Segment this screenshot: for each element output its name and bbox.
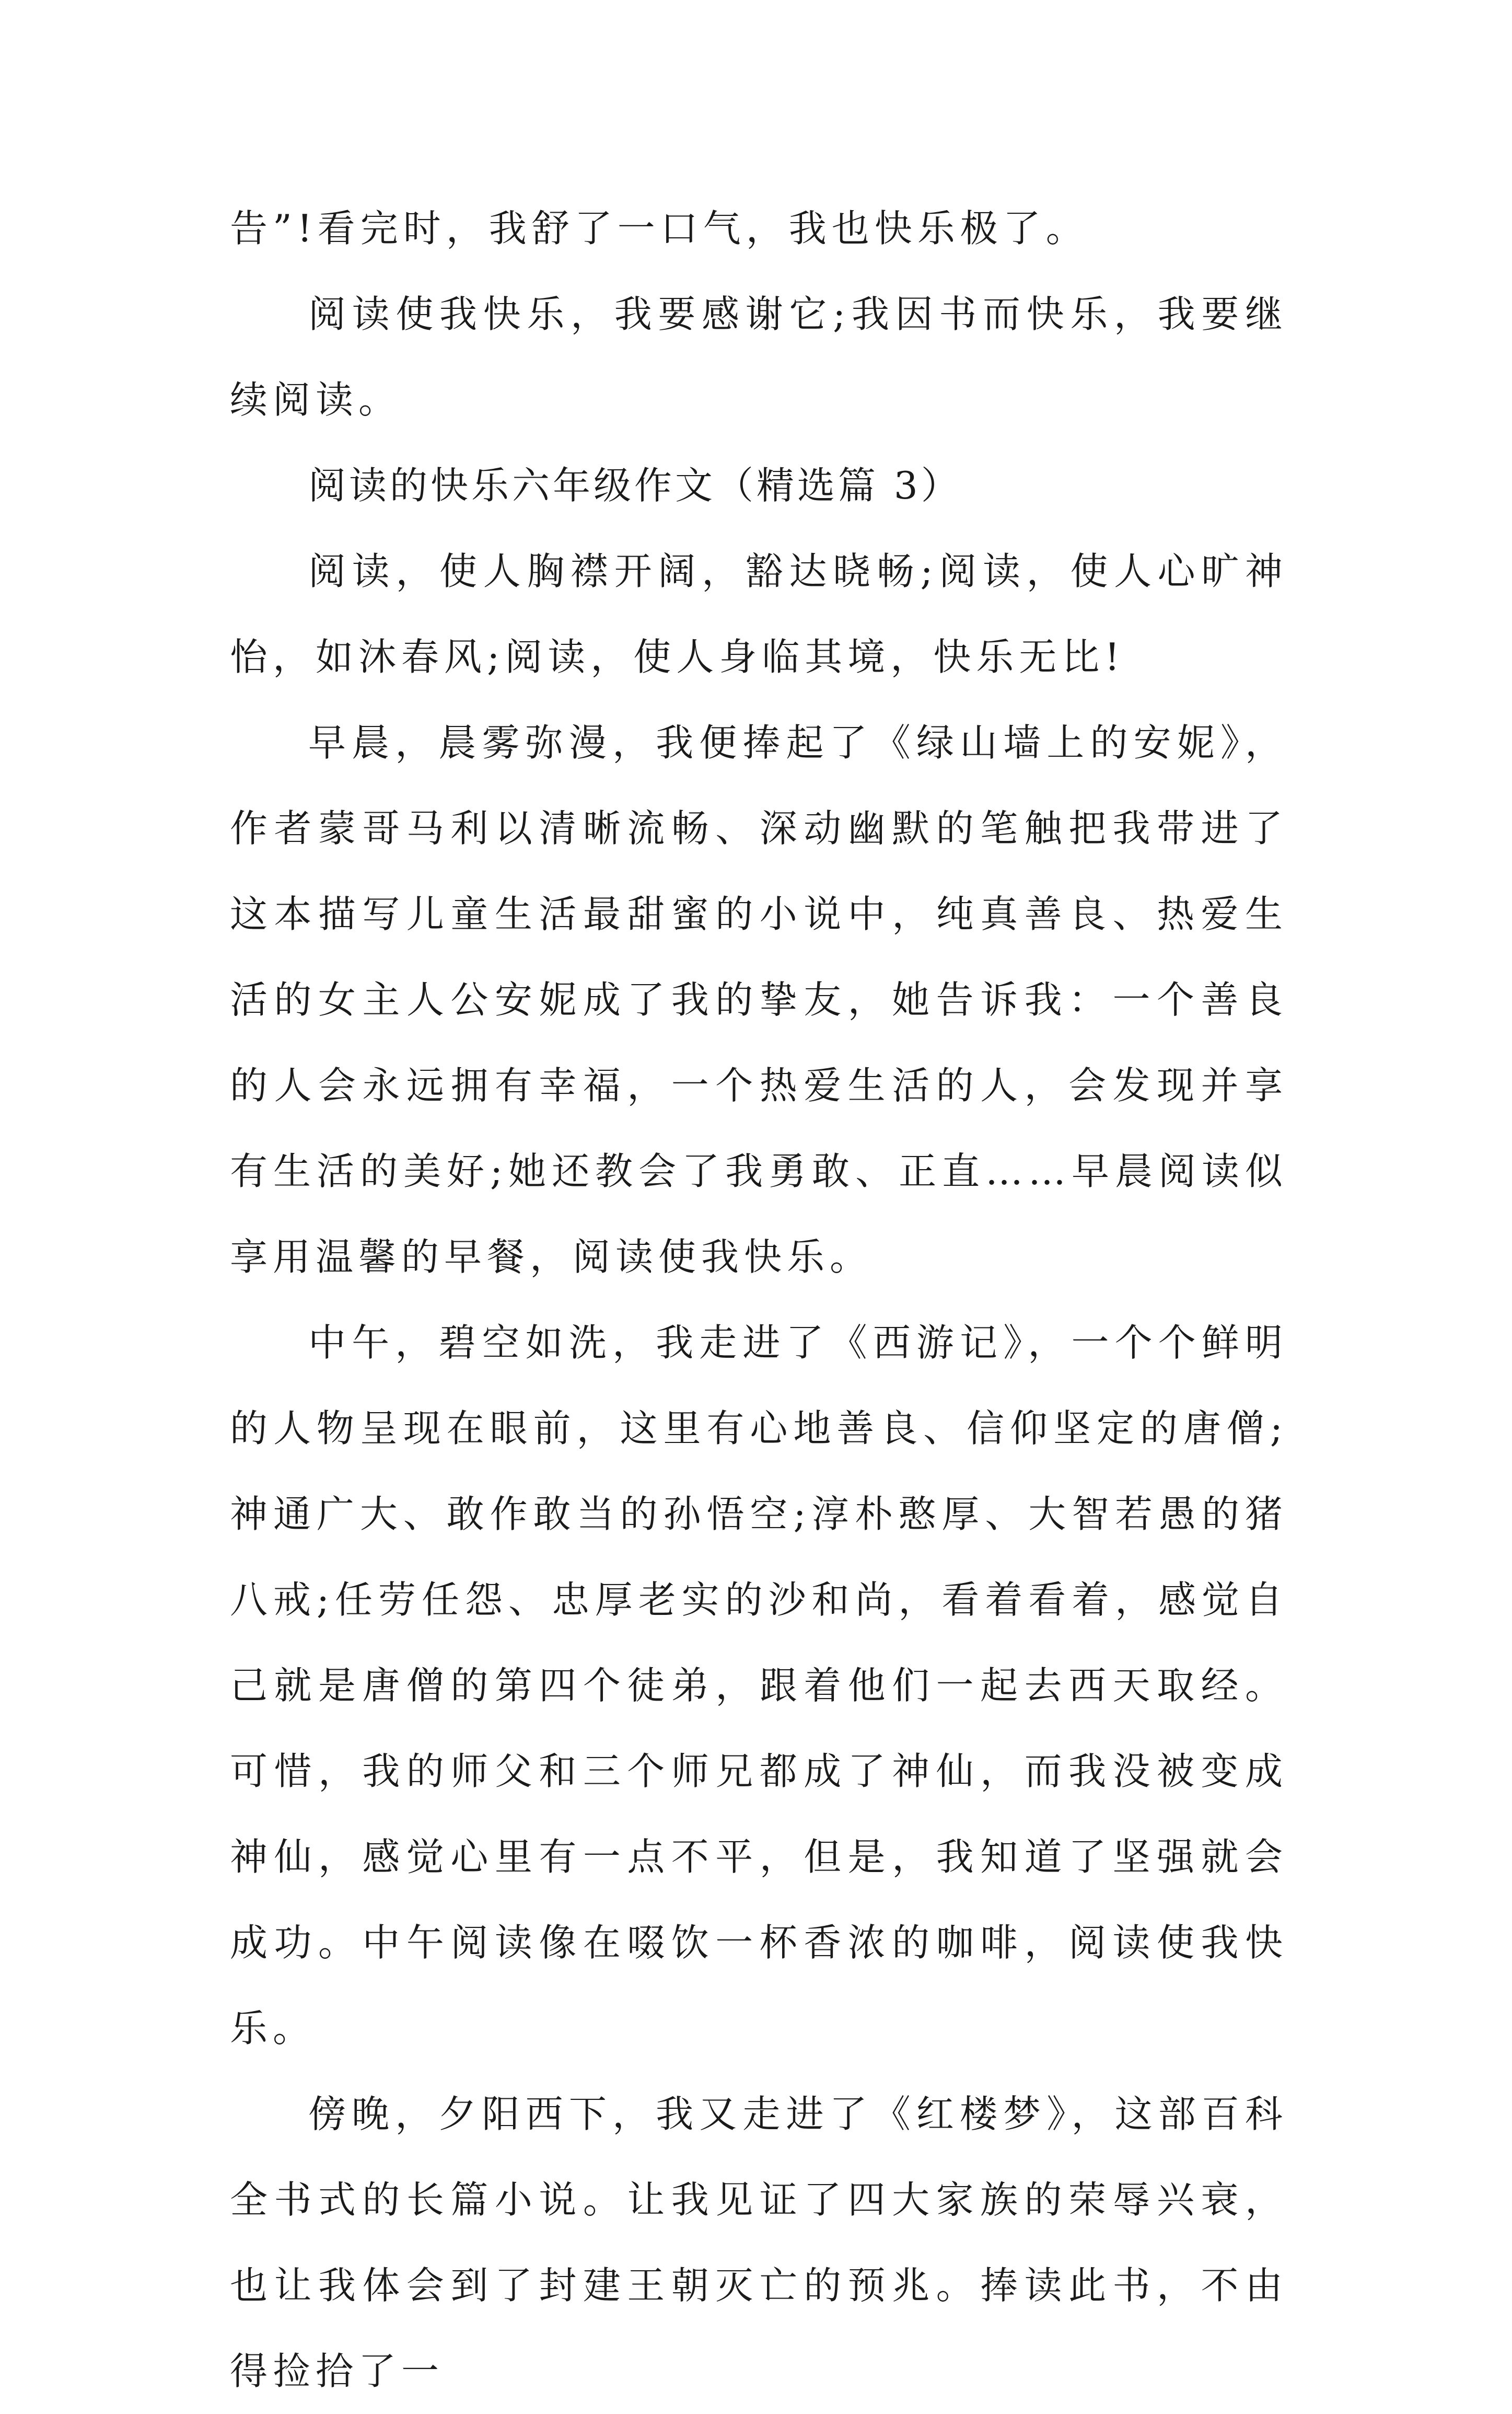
paragraph-gratitude: 阅读使我快乐，我要感谢它;我因书而快乐，我要继续阅读。 bbox=[230, 292, 1288, 422]
section-heading: 阅读的快乐六年级作文（精选篇 3） bbox=[308, 464, 962, 507]
paragraph-evening: 傍晚，夕阳西下，我又走进了《红楼梦》，这部百科全书式的长篇小说。让我见证了四大家族的荣辱兴衰，也让我体会到了封建王朝灭亡的预兆。捧读此书，不由得捡拾了一 bbox=[230, 2092, 1288, 2393]
paragraph-noon: 中午，碧空如洗，我走进了《西游记》，一个个鲜明的人物呈现在眼前，这里有心地善良、信仰坚定的唐僧;神通广大、敢作敢当的孙悟空;淳朴憨厚、大智若愚的猪八戒;任劳任怨、忠厚老实的沙和尚，看着看着，感觉自己就是唐僧的第四个徒弟，跟着他们一起去西天取经。可惜，我的师父和三个师兄都成了神仙，而我没被变成神仙，感觉心里有一点不平，但是，我知道了坚强就会成功。中午阅读像在啜饮一杯香浓的咖啡，阅读使我快乐。 bbox=[230, 1321, 1288, 2050]
paragraph-intro: 阅读，使人胸襟开阔，豁达晓畅;阅读，使人心旷神怡，如沐春风;阅读，使人身临其境，快乐无比! bbox=[230, 549, 1288, 679]
document-body bbox=[230, 186, 1288, 2414]
paragraph-morning: 早晨，晨雾弥漫，我便捧起了《绿山墙上的安妮》，作者蒙哥马利以清晰流畅、深动幽默的笔触把我带进了这本描写儿童生活最甜蜜的小说中，纯真善良、热爱生活的女主人公安妮成了我的挚友，她告诉我：一个善良的人会永远拥有幸福，一个热爱生活的人，会发现并享有生活的美好;她还教会了我勇敢、正直……早晨阅读似享用温馨的早餐，阅读使我快乐。 bbox=[230, 721, 1288, 1279]
paragraph-continuation: 告”!看完时，我舒了一口气，我也快乐极了。 bbox=[230, 206, 1089, 250]
